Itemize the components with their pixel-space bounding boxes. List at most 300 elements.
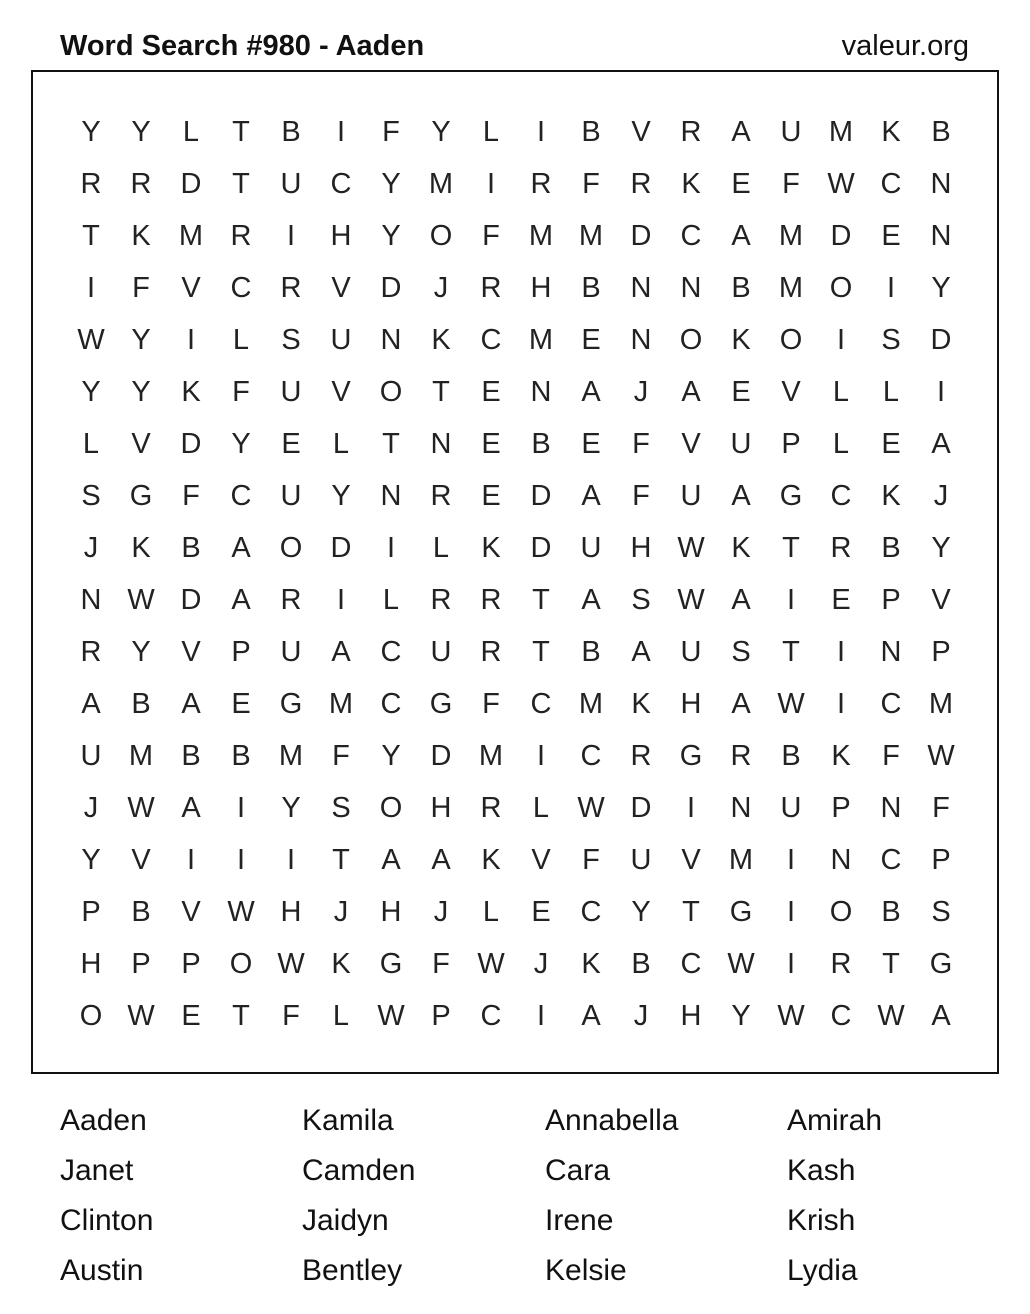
grid-letter[interactable]: R xyxy=(280,272,302,304)
grid-letter[interactable]: M xyxy=(278,740,304,772)
grid-letter[interactable]: U xyxy=(680,636,702,668)
grid-letter[interactable]: A xyxy=(231,584,251,616)
grid-letter[interactable]: I xyxy=(486,168,496,200)
grid-letter[interactable]: V xyxy=(181,636,201,668)
grid-letter[interactable]: U xyxy=(630,844,652,876)
grid-letter[interactable]: N xyxy=(80,584,102,616)
grid-letter[interactable]: G xyxy=(129,480,153,512)
grid-letter[interactable]: R xyxy=(430,480,452,512)
grid-letter[interactable]: E xyxy=(281,428,301,460)
grid-letter[interactable]: A xyxy=(631,636,651,668)
grid-letter[interactable]: N xyxy=(830,844,852,876)
grid-letter[interactable]: L xyxy=(532,792,550,824)
grid-letter[interactable]: C xyxy=(830,480,852,512)
grid-letter[interactable]: V xyxy=(181,896,201,928)
grid-letter[interactable]: W xyxy=(877,1000,905,1032)
grid-letter[interactable]: C xyxy=(480,1000,502,1032)
grid-letter[interactable]: B xyxy=(781,740,801,772)
grid-letter[interactable]: L xyxy=(432,532,450,564)
grid-letter[interactable]: K xyxy=(431,324,451,356)
grid-letter[interactable]: V xyxy=(631,116,651,148)
grid-letter[interactable]: D xyxy=(180,584,202,616)
grid-letter[interactable]: K xyxy=(481,844,501,876)
grid-letter[interactable]: C xyxy=(880,688,902,720)
grid-letter[interactable]: R xyxy=(830,532,852,564)
grid-letter[interactable]: C xyxy=(680,220,702,252)
grid-letter[interactable]: B xyxy=(581,636,601,668)
grid-letter[interactable]: J xyxy=(433,272,449,304)
grid-letter[interactable]: T xyxy=(882,948,900,980)
grid-letter[interactable]: H xyxy=(80,948,102,980)
grid-letter[interactable]: J xyxy=(83,532,99,564)
grid-letter[interactable]: W xyxy=(77,324,105,356)
grid-letter[interactable]: C xyxy=(580,740,602,772)
grid-letter[interactable]: N xyxy=(730,792,752,824)
grid-letter[interactable]: Y xyxy=(931,532,951,564)
grid-letter[interactable]: N xyxy=(880,636,902,668)
grid-letter[interactable]: V xyxy=(681,428,701,460)
grid-letter[interactable]: M xyxy=(528,324,554,356)
grid-letter[interactable]: H xyxy=(530,272,552,304)
grid-letter[interactable]: H xyxy=(330,220,352,252)
grid-letter[interactable]: R xyxy=(630,740,652,772)
grid-letter[interactable]: F xyxy=(282,1000,300,1032)
grid-letter[interactable]: P xyxy=(431,1000,451,1032)
grid-letter[interactable]: B xyxy=(881,896,901,928)
grid-letter[interactable]: D xyxy=(330,532,352,564)
grid-letter[interactable]: T xyxy=(232,1000,250,1032)
grid-letter[interactable]: F xyxy=(132,272,150,304)
grid-letter[interactable]: U xyxy=(580,532,602,564)
grid-letter[interactable]: J xyxy=(83,792,99,824)
grid-letter[interactable]: M xyxy=(528,220,554,252)
grid-letter[interactable]: K xyxy=(631,688,651,720)
grid-letter[interactable]: O xyxy=(279,532,303,564)
grid-letter[interactable]: L xyxy=(232,324,250,356)
grid-letter[interactable]: R xyxy=(130,168,152,200)
grid-letter[interactable]: L xyxy=(332,428,350,460)
grid-letter[interactable]: C xyxy=(380,688,402,720)
grid-letter[interactable]: B xyxy=(181,740,201,772)
grid-letter[interactable]: W xyxy=(677,532,705,564)
grid-letter[interactable]: I xyxy=(286,220,296,252)
grid-letter[interactable]: U xyxy=(780,116,802,148)
grid-letter[interactable]: L xyxy=(332,1000,350,1032)
grid-letter[interactable]: I xyxy=(686,792,696,824)
grid-letter[interactable]: T xyxy=(432,376,450,408)
grid-letter[interactable]: B xyxy=(731,272,751,304)
grid-letter[interactable]: A xyxy=(931,428,951,460)
grid-letter[interactable]: T xyxy=(782,532,800,564)
grid-letter[interactable]: F xyxy=(482,688,500,720)
grid-letter[interactable]: C xyxy=(330,168,352,200)
grid-letter[interactable]: H xyxy=(280,896,302,928)
grid-letter[interactable]: F xyxy=(632,428,650,460)
grid-letter[interactable]: T xyxy=(232,116,250,148)
grid-letter[interactable]: I xyxy=(186,844,196,876)
grid-letter[interactable]: V xyxy=(781,376,801,408)
grid-letter[interactable]: O xyxy=(679,324,703,356)
grid-letter[interactable]: N xyxy=(380,324,402,356)
grid-letter[interactable]: S xyxy=(331,792,351,824)
grid-letter[interactable]: G xyxy=(779,480,803,512)
grid-letter[interactable]: F xyxy=(882,740,900,772)
grid-letter[interactable]: E xyxy=(881,428,901,460)
grid-letter[interactable]: G xyxy=(679,740,703,772)
grid-letter[interactable]: R xyxy=(680,116,702,148)
grid-letter[interactable]: U xyxy=(80,740,102,772)
grid-letter[interactable]: E xyxy=(481,428,501,460)
grid-letter[interactable]: M xyxy=(578,688,604,720)
grid-letter[interactable]: M xyxy=(778,272,804,304)
grid-letter[interactable]: G xyxy=(729,896,753,928)
grid-letter[interactable]: Y xyxy=(81,116,101,148)
grid-letter[interactable]: A xyxy=(81,688,101,720)
grid-letter[interactable]: A xyxy=(731,116,751,148)
grid-letter[interactable]: K xyxy=(881,480,901,512)
grid-letter[interactable]: Y xyxy=(431,116,451,148)
grid-letter[interactable]: W xyxy=(127,792,155,824)
grid-letter[interactable]: J xyxy=(933,480,949,512)
grid-letter[interactable]: D xyxy=(530,480,552,512)
grid-letter[interactable]: O xyxy=(429,220,453,252)
grid-letter[interactable]: M xyxy=(728,844,754,876)
grid-letter[interactable]: C xyxy=(530,688,552,720)
grid-letter[interactable]: P xyxy=(781,428,801,460)
grid-letter[interactable]: A xyxy=(731,688,751,720)
grid-letter[interactable]: E xyxy=(481,480,501,512)
grid-letter[interactable]: N xyxy=(430,428,452,460)
grid-letter[interactable]: E xyxy=(731,168,751,200)
grid-letter[interactable]: A xyxy=(731,220,751,252)
grid-letter[interactable]: F xyxy=(482,220,500,252)
grid-letter[interactable]: A xyxy=(681,376,701,408)
grid-letter[interactable]: S xyxy=(281,324,301,356)
grid-letter[interactable]: P xyxy=(931,844,951,876)
grid-letter[interactable]: I xyxy=(386,532,396,564)
grid-letter[interactable]: M xyxy=(428,168,454,200)
grid-letter[interactable]: I xyxy=(286,844,296,876)
grid-letter[interactable]: L xyxy=(832,428,850,460)
grid-letter[interactable]: U xyxy=(280,376,302,408)
grid-letter[interactable]: V xyxy=(181,272,201,304)
grid-letter[interactable]: P xyxy=(81,896,101,928)
grid-letter[interactable]: Y xyxy=(281,792,301,824)
grid-letter[interactable]: Y xyxy=(381,740,401,772)
grid-letter[interactable]: C xyxy=(830,1000,852,1032)
grid-letter[interactable]: I xyxy=(336,116,346,148)
grid-letter[interactable]: W xyxy=(727,948,755,980)
grid-letter[interactable]: E xyxy=(581,324,601,356)
grid-letter[interactable]: U xyxy=(430,636,452,668)
grid-letter[interactable]: L xyxy=(832,376,850,408)
grid-letter[interactable]: R xyxy=(280,584,302,616)
grid-letter[interactable]: F xyxy=(932,792,950,824)
grid-letter[interactable]: I xyxy=(786,948,796,980)
grid-letter[interactable]: R xyxy=(230,220,252,252)
grid-letter[interactable]: N xyxy=(930,220,952,252)
grid-letter[interactable]: D xyxy=(930,324,952,356)
grid-letter[interactable]: S xyxy=(81,480,101,512)
grid-letter[interactable]: P xyxy=(831,792,851,824)
grid-letter[interactable]: K xyxy=(131,220,151,252)
grid-letter[interactable]: L xyxy=(382,584,400,616)
grid-letter[interactable]: I xyxy=(536,116,546,148)
grid-letter[interactable]: R xyxy=(730,740,752,772)
grid-letter[interactable]: N xyxy=(530,376,552,408)
grid-letter[interactable]: Y xyxy=(131,376,151,408)
grid-letter[interactable]: V xyxy=(131,844,151,876)
grid-letter[interactable]: A xyxy=(181,792,201,824)
grid-letter[interactable]: L xyxy=(482,896,500,928)
grid-letter[interactable]: M xyxy=(828,116,854,148)
grid-letter[interactable]: Y xyxy=(131,116,151,148)
grid-letter[interactable]: A xyxy=(581,376,601,408)
grid-letter[interactable]: C xyxy=(230,480,252,512)
grid-letter[interactable]: C xyxy=(380,636,402,668)
grid-letter[interactable]: B xyxy=(281,116,301,148)
grid-letter[interactable]: D xyxy=(180,168,202,200)
grid-letter[interactable]: I xyxy=(836,324,846,356)
grid-letter[interactable]: W xyxy=(377,1000,405,1032)
grid-letter[interactable]: D xyxy=(830,220,852,252)
grid-letter[interactable]: A xyxy=(931,1000,951,1032)
grid-letter[interactable]: Y xyxy=(931,272,951,304)
grid-letter[interactable]: L xyxy=(82,428,100,460)
grid-letter[interactable]: F xyxy=(382,116,400,148)
grid-letter[interactable]: J xyxy=(633,376,649,408)
grid-letter[interactable]: W xyxy=(277,948,305,980)
grid-letter[interactable]: A xyxy=(381,844,401,876)
grid-letter[interactable]: S xyxy=(631,584,651,616)
grid-letter[interactable]: D xyxy=(630,220,652,252)
grid-letter[interactable]: I xyxy=(786,584,796,616)
grid-letter[interactable]: B xyxy=(581,116,601,148)
grid-letter[interactable]: L xyxy=(182,116,200,148)
grid-letter[interactable]: V xyxy=(331,272,351,304)
grid-letter[interactable]: R xyxy=(830,948,852,980)
grid-letter[interactable]: G xyxy=(429,688,453,720)
grid-letter[interactable]: W xyxy=(127,1000,155,1032)
grid-letter[interactable]: N xyxy=(630,324,652,356)
grid-letter[interactable]: F xyxy=(632,480,650,512)
grid-letter[interactable]: B xyxy=(181,532,201,564)
grid-letter[interactable]: B xyxy=(131,688,151,720)
grid-letter[interactable]: P xyxy=(931,636,951,668)
grid-letter[interactable]: R xyxy=(480,272,502,304)
grid-letter[interactable]: I xyxy=(936,376,946,408)
grid-letter[interactable]: W xyxy=(477,948,505,980)
grid-letter[interactable]: U xyxy=(280,636,302,668)
grid-letter[interactable]: S xyxy=(931,896,951,928)
grid-letter[interactable]: K xyxy=(331,948,351,980)
grid-letter[interactable]: H xyxy=(430,792,452,824)
grid-letter[interactable]: M xyxy=(928,688,954,720)
grid-letter[interactable]: G xyxy=(379,948,403,980)
grid-letter[interactable]: P xyxy=(181,948,201,980)
grid-letter[interactable]: B xyxy=(881,532,901,564)
grid-letter[interactable]: A xyxy=(231,532,251,564)
grid-letter[interactable]: F xyxy=(582,168,600,200)
grid-letter[interactable]: W xyxy=(777,1000,805,1032)
grid-letter[interactable]: K xyxy=(581,948,601,980)
grid-letter[interactable]: D xyxy=(180,428,202,460)
grid-letter[interactable]: O xyxy=(379,376,403,408)
grid-letter[interactable]: K xyxy=(481,532,501,564)
grid-letter[interactable]: F xyxy=(232,376,250,408)
grid-letter[interactable]: W xyxy=(227,896,255,928)
grid-letter[interactable]: N xyxy=(380,480,402,512)
grid-letter[interactable]: E xyxy=(881,220,901,252)
grid-letter[interactable]: M xyxy=(578,220,604,252)
grid-letter[interactable]: T xyxy=(332,844,350,876)
grid-letter[interactable]: V xyxy=(131,428,151,460)
grid-letter[interactable]: I xyxy=(786,844,796,876)
grid-letter[interactable]: Y xyxy=(81,376,101,408)
grid-letter[interactable]: F xyxy=(332,740,350,772)
grid-letter[interactable]: O xyxy=(229,948,253,980)
grid-letter[interactable]: B xyxy=(131,896,151,928)
grid-letter[interactable]: K xyxy=(131,532,151,564)
grid-letter[interactable]: A xyxy=(431,844,451,876)
grid-letter[interactable]: H xyxy=(380,896,402,928)
grid-letter[interactable]: L xyxy=(882,376,900,408)
grid-letter[interactable]: J xyxy=(333,896,349,928)
grid-letter[interactable]: K xyxy=(181,376,201,408)
grid-letter[interactable]: C xyxy=(480,324,502,356)
grid-letter[interactable]: E xyxy=(581,428,601,460)
grid-letter[interactable]: Y xyxy=(81,844,101,876)
grid-letter[interactable]: H xyxy=(680,688,702,720)
grid-letter[interactable]: U xyxy=(330,324,352,356)
grid-letter[interactable]: O xyxy=(79,1000,103,1032)
grid-letter[interactable]: E xyxy=(731,376,751,408)
grid-letter[interactable]: B xyxy=(931,116,951,148)
grid-letter[interactable]: M xyxy=(778,220,804,252)
grid-letter[interactable]: I xyxy=(236,844,246,876)
grid-letter[interactable]: O xyxy=(779,324,803,356)
grid-letter[interactable]: Y xyxy=(131,636,151,668)
grid-letter[interactable]: C xyxy=(880,844,902,876)
grid-letter[interactable]: I xyxy=(886,272,896,304)
grid-letter[interactable]: R xyxy=(630,168,652,200)
grid-letter[interactable]: G xyxy=(279,688,303,720)
grid-letter[interactable]: R xyxy=(430,584,452,616)
grid-letter[interactable]: I xyxy=(836,688,846,720)
grid-letter[interactable]: T xyxy=(82,220,100,252)
grid-letter[interactable]: B xyxy=(631,948,651,980)
grid-letter[interactable]: A xyxy=(581,1000,601,1032)
grid-letter[interactable]: N xyxy=(680,272,702,304)
grid-letter[interactable]: C xyxy=(680,948,702,980)
grid-letter[interactable]: I xyxy=(836,636,846,668)
grid-letter[interactable]: I xyxy=(86,272,96,304)
grid-letter[interactable]: C xyxy=(580,896,602,928)
grid-letter[interactable]: E xyxy=(481,376,501,408)
grid-letter[interactable]: G xyxy=(929,948,953,980)
grid-letter[interactable]: V xyxy=(531,844,551,876)
grid-letter[interactable]: E xyxy=(531,896,551,928)
grid-letter[interactable]: H xyxy=(630,532,652,564)
grid-letter[interactable]: P xyxy=(131,948,151,980)
grid-letter[interactable]: Y xyxy=(731,1000,751,1032)
grid-letter[interactable]: C xyxy=(230,272,252,304)
grid-letter[interactable]: U xyxy=(730,428,752,460)
grid-letter[interactable]: R xyxy=(530,168,552,200)
grid-letter[interactable]: B xyxy=(531,428,551,460)
grid-letter[interactable]: Y xyxy=(631,896,651,928)
grid-letter[interactable]: K xyxy=(881,116,901,148)
grid-letter[interactable]: I xyxy=(536,1000,546,1032)
grid-letter[interactable]: M xyxy=(128,740,154,772)
grid-letter[interactable]: T xyxy=(682,896,700,928)
grid-letter[interactable]: O xyxy=(829,272,853,304)
grid-letter[interactable]: W xyxy=(577,792,605,824)
grid-letter[interactable]: E xyxy=(231,688,251,720)
grid-letter[interactable]: S xyxy=(881,324,901,356)
grid-letter[interactable]: I xyxy=(786,896,796,928)
grid-letter[interactable]: J xyxy=(533,948,549,980)
grid-letter[interactable]: N xyxy=(630,272,652,304)
grid-letter[interactable]: N xyxy=(930,168,952,200)
grid-letter[interactable]: F xyxy=(182,480,200,512)
grid-letter[interactable]: Y xyxy=(331,480,351,512)
grid-letter[interactable]: D xyxy=(380,272,402,304)
grid-letter[interactable]: I xyxy=(236,792,246,824)
grid-letter[interactable]: A xyxy=(581,480,601,512)
grid-letter[interactable]: K xyxy=(731,324,751,356)
grid-letter[interactable]: D xyxy=(630,792,652,824)
grid-letter[interactable]: P xyxy=(231,636,251,668)
grid-letter[interactable]: Y xyxy=(131,324,151,356)
grid-letter[interactable]: K xyxy=(731,532,751,564)
grid-letter[interactable]: V xyxy=(931,584,951,616)
grid-letter[interactable]: H xyxy=(680,1000,702,1032)
grid-letter[interactable]: T xyxy=(532,636,550,668)
grid-letter[interactable]: W xyxy=(927,740,955,772)
grid-letter[interactable]: V xyxy=(681,844,701,876)
grid-letter[interactable]: C xyxy=(880,168,902,200)
grid-letter[interactable]: Y xyxy=(381,168,401,200)
grid-letter[interactable]: R xyxy=(480,792,502,824)
grid-letter[interactable]: R xyxy=(480,636,502,668)
grid-letter[interactable]: N xyxy=(880,792,902,824)
grid-letter[interactable]: K xyxy=(681,168,701,200)
grid-letter[interactable]: B xyxy=(581,272,601,304)
grid-letter[interactable]: T xyxy=(382,428,400,460)
grid-letter[interactable]: Y xyxy=(231,428,251,460)
grid-letter[interactable]: T xyxy=(532,584,550,616)
grid-letter[interactable]: A xyxy=(731,480,751,512)
grid-letter[interactable]: A xyxy=(581,584,601,616)
grid-letter[interactable]: W xyxy=(127,584,155,616)
grid-letter[interactable]: O xyxy=(379,792,403,824)
grid-letter[interactable]: O xyxy=(829,896,853,928)
grid-letter[interactable]: R xyxy=(480,584,502,616)
grid-letter[interactable]: U xyxy=(280,480,302,512)
grid-letter[interactable]: E xyxy=(181,1000,201,1032)
grid-letter[interactable]: U xyxy=(780,792,802,824)
grid-letter[interactable]: A xyxy=(731,584,751,616)
grid-letter[interactable]: B xyxy=(231,740,251,772)
grid-letter[interactable]: L xyxy=(482,116,500,148)
grid-letter[interactable]: R xyxy=(80,636,102,668)
grid-letter[interactable]: T xyxy=(782,636,800,668)
grid-letter[interactable]: E xyxy=(831,584,851,616)
grid-letter[interactable]: F xyxy=(782,168,800,200)
grid-letter[interactable]: J xyxy=(633,1000,649,1032)
grid-letter[interactable]: S xyxy=(731,636,751,668)
